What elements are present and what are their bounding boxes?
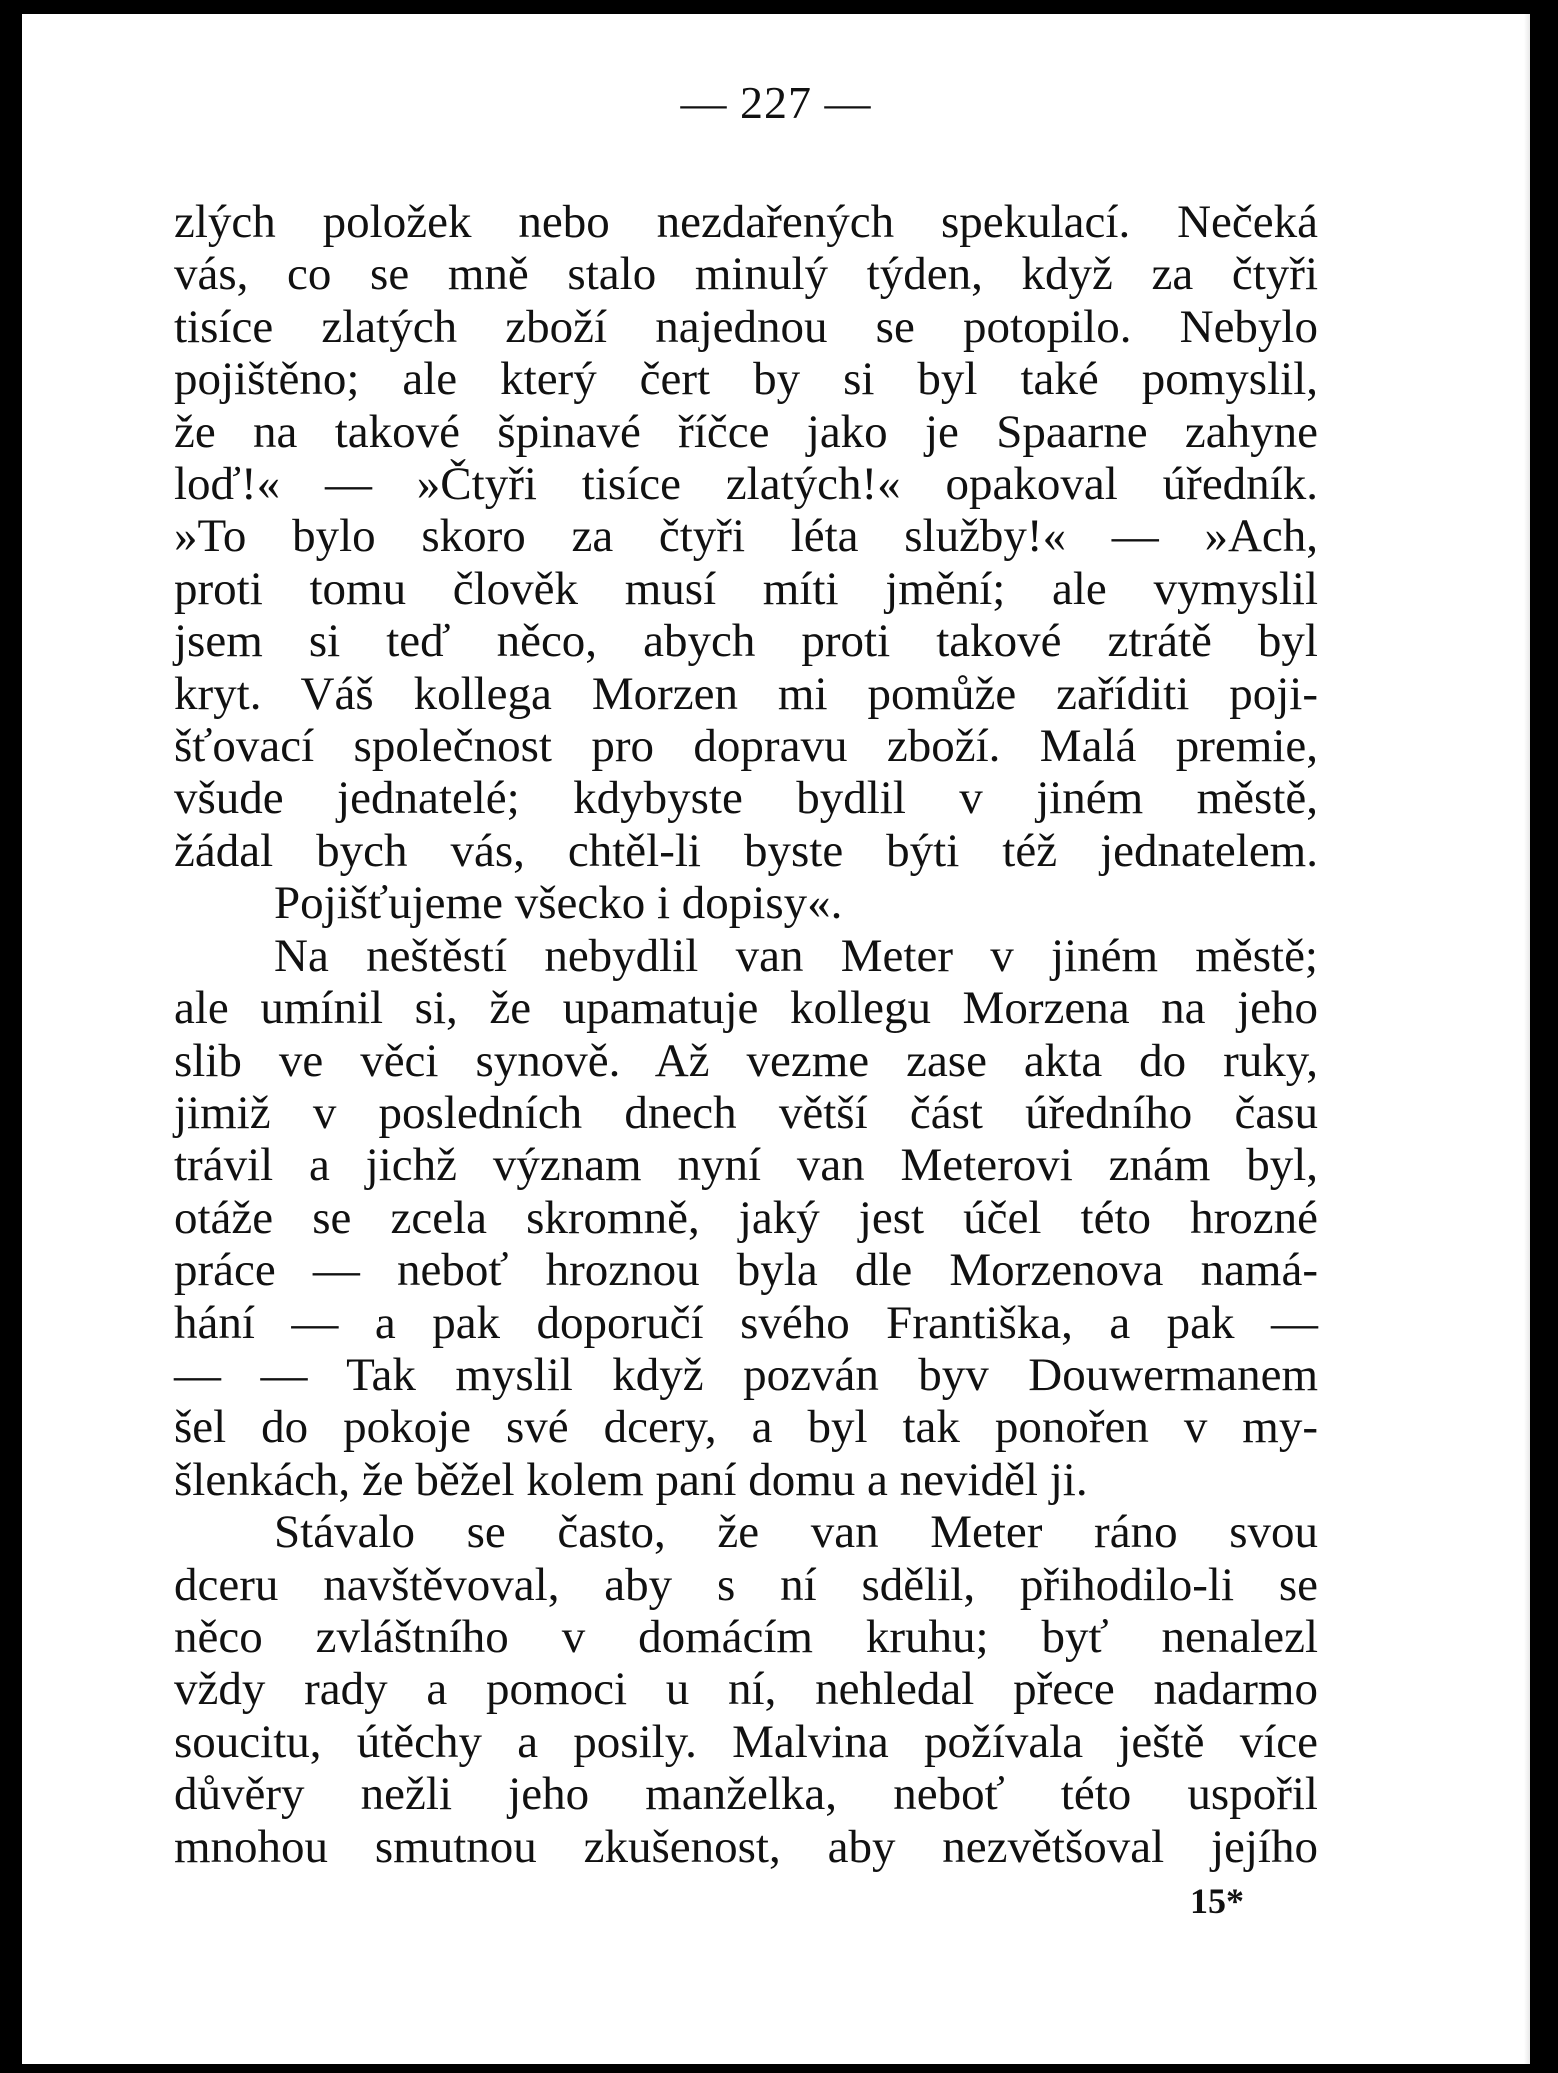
text-line: otáže se zcela skromně, jaký jest účel této hrozné (174, 1191, 1318, 1244)
text-line: proti tomu člověk musí míti jmění; ale vymyslil (174, 562, 1318, 615)
text-line: práce — neboť hroznou byla dle Morzenova namá- (174, 1244, 1318, 1297)
text-line: — — Tak myslil když pozván byv Douwermanem (174, 1348, 1318, 1401)
text-line: jsem si teď něco, abych proti takové ztrátě byl (174, 615, 1318, 668)
text-line: vždy rady a pomoci u ní, nehledal přece nadarmo (174, 1663, 1318, 1716)
text-line: dceru navštěvoval, aby s ní sdělil, přihodilo-li se (174, 1558, 1318, 1611)
page-number: — 227 — (680, 77, 872, 128)
body-text (174, 196, 1318, 1873)
text-line: loď!« — »Čtyři tisíce zlatých!« opakoval úředník. (174, 458, 1318, 511)
text-line: šel do pokoje své dcery, a byl tak ponořen v my- (174, 1401, 1318, 1454)
text-line: důvěry nežli jeho manželka, neboť této uspořil (174, 1768, 1318, 1821)
text-line: Stávalo se často, že van Meter ráno svou (274, 1506, 1318, 1559)
text-line: trávil a jichž význam nyní van Meterovi znám byl, (174, 1139, 1318, 1192)
text-line: zlých položek nebo nezdařených spekulací. Nečeká (174, 196, 1318, 248)
book-page (22, 14, 1530, 2064)
text-line: Na neštěstí nebydlil van Meter v jiném městě; (274, 929, 1318, 982)
text-line: že na takové špinavé říčce jako je Spaarne zahyne (174, 405, 1318, 458)
text-line: kryt. Váš kollega Morzen mi pomůže zaříditi poji- (174, 667, 1318, 720)
text-line: Pojišťujeme všecko i dopisy«. (274, 877, 843, 930)
text-line: jimiž v posledních dnech větší část úředního času (174, 1086, 1318, 1139)
text-line: soucitu, útěchy a posily. Malvina požívala ještě více (174, 1715, 1318, 1768)
text-line: vás, co se mně stalo minulý týden, když za čtyři (174, 248, 1318, 301)
text-line: šlenkách, že běžel kolem paní domu a neviděl ji. (174, 1453, 1088, 1506)
text-line: něco zvláštního v domácím kruhu; byť nenalezl (174, 1610, 1318, 1663)
text-line: ale umínil si, že upamatuje kollegu Morzena na jeho (174, 982, 1318, 1035)
text-line: slib ve věci synově. Až vezme zase akta do ruky, (174, 1034, 1318, 1087)
signature-mark: 15* (1190, 1881, 1244, 1921)
text-line: mnohou smutnou zkušenost, aby nezvětšoval jejího (174, 1820, 1318, 1873)
text-line: tisíce zlatých zboží najednou se potopilo. Nebylo (174, 300, 1318, 353)
text-line: šťovací společnost pro dopravu zboží. Malá premie, (174, 720, 1318, 773)
text-line: »To bylo skoro za čtyři léta služby!« — »Ach, (174, 510, 1318, 563)
text-line: hání — a pak doporučí svého Františka, a pak — (174, 1296, 1318, 1349)
text-line: žádal bych vás, chtěl-li byste býti též jednatelem. (174, 824, 1318, 877)
page-edge (1524, 14, 1530, 2064)
text-line: všude jednatelé; kdybyste bydlil v jiném městě, (174, 772, 1318, 825)
text-line: pojištěno; ale který čert by si byl také pomyslil, (174, 353, 1318, 406)
